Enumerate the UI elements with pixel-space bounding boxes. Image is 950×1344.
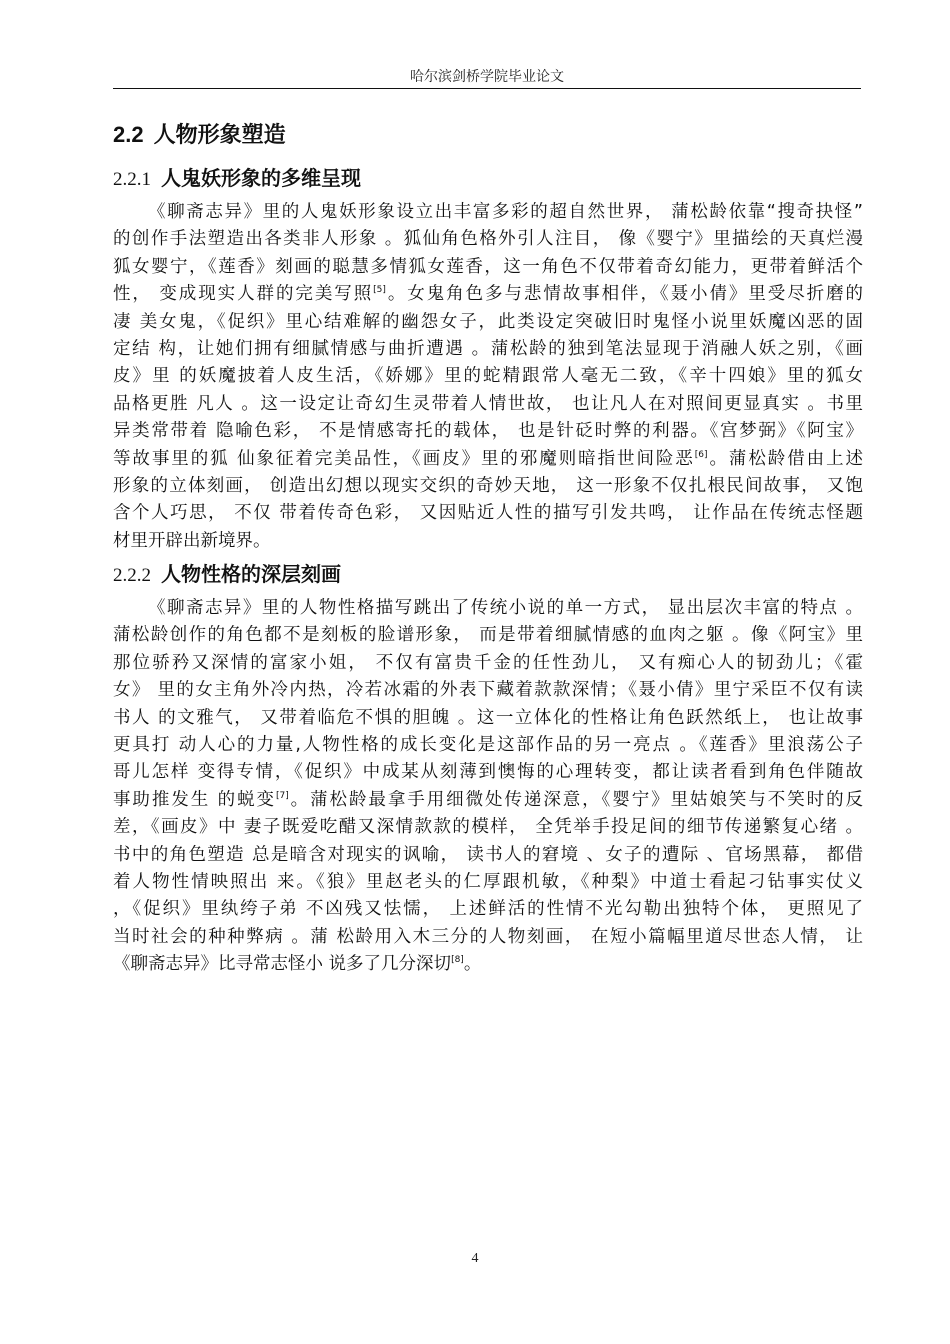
subsection-number: 2.2.1 (113, 169, 151, 190)
line-text: 含个人巧思， 不仅 带着传奇色彩， 又因贴近人性的描写引发共鸣， 让作品在传统志怪题 (113, 503, 863, 524)
line-text: 哥儿怎样 变得专情，《促织》中成某从刻薄到懊悔的心理转变，都让读者看到角色伴随故 (113, 762, 863, 783)
text-line (113, 787, 863, 814)
text-line (113, 896, 863, 923)
line-text-continued: 。 (463, 954, 482, 975)
body-paragraph (113, 595, 863, 978)
page-number: 4 (471, 1251, 479, 1266)
text-line (113, 732, 863, 759)
text-line (113, 705, 863, 732)
subsection-title: 人鬼妖形象的多维呈现 (161, 166, 361, 190)
text-line (113, 391, 863, 418)
line-text: 的创作手法塑造出各类非人形象 。狐仙角色格外引人注目， 像《婴宁》里描绘的天真烂漫 (113, 229, 863, 250)
page-body (113, 112, 863, 979)
line-text: 《聊斋志异》比寻常志怪小 说多了几分深切 (113, 954, 452, 975)
line-text: 定结 构，让她们拥有细腻情感与曲折遭遇 。蒲松龄的独到笔法显现于消融人妖之别，《画 (113, 338, 863, 359)
line-text: 等故事里的狐 仙象征着完美品性，《画皮》里的邪魔则暗指世间险恶 (113, 448, 695, 469)
section-heading (113, 112, 863, 159)
line-text: 当时社会的种种弊病 。蒲 松龄用入木三分的人物刻画， 在短小篇幅里道尽世态人情， 让 (113, 926, 863, 947)
line-text: 性， 变成现实人群的完美写照 (113, 284, 374, 305)
text-line (113, 226, 863, 253)
citation-marker: [7] (275, 790, 289, 801)
body-paragraph (113, 199, 863, 555)
line-text: ，《促织》里纨绔子弟 不凶残又怯懦， 上述鲜活的性情不光勾勒出独特个体， 更照见了 (113, 899, 863, 920)
text-line (113, 924, 863, 951)
text-line (113, 473, 863, 500)
line-text: 那位骄矜又深情的富家小姐， 不仅有富贵千金的任性劲儿， 又有痴心人的韧劲儿；《霍 (113, 652, 863, 673)
text-line (113, 759, 863, 786)
line-text: 着人物性情映照出 来。《狼》里赵老头的仁厚跟机敏，《种梨》中道士看起刁钻事实仗义 (113, 871, 863, 892)
line-text: 书中的角色塑造 总是暗含对现实的讽喻， 读书人的窘境 、女子的遭际 、官场黑幕， 都借 (113, 844, 863, 865)
text-line (113, 951, 863, 978)
text-line (113, 446, 863, 473)
text-line (113, 199, 863, 226)
line-text: 蒲松龄创作的角色都不是刻板的脸谱形象， 而是带着细腻情感的血肉之躯 。像《阿宝》里 (113, 625, 863, 646)
subsection-title: 人物性格的深层刻画 (161, 562, 341, 587)
text-line (113, 281, 863, 308)
text-line (113, 254, 863, 281)
text-line (113, 336, 863, 363)
line-text: 皮》里 的妖魔披着人皮生活，《娇娜》里的蛇精跟常人毫无二致，《辛十四娘》里的狐女 (113, 366, 863, 387)
section-number: 2.2 (113, 122, 144, 147)
line-text: 差，《画皮》中 妻子既爱吃醋又深情款款的模样， 全凭举手投足间的细节传递繁复心绪 。 (113, 817, 863, 838)
text-line (113, 595, 863, 622)
citation-marker: [6] (694, 449, 708, 460)
line-text: 《聊斋志异》里的人鬼妖形象设立出丰富多彩的超自然世界， 蒲松龄依靠“搜奇抉怪” (148, 202, 863, 222)
text-line (113, 418, 863, 445)
line-text: 《聊斋志异》里的人物性格描写跳出了传统小说的单一方式， 显出层次丰富的特点 。 (148, 598, 863, 619)
line-text-continued: 。蒲松龄借由上述 (707, 448, 863, 469)
text-line (113, 500, 863, 527)
subsection-number: 2.2.2 (113, 565, 151, 587)
text-line (113, 650, 863, 677)
line-text: 材里开辟出新境界。 (113, 530, 271, 551)
text-line (113, 363, 863, 390)
line-text-continued: 。蒲松龄最拿手用细微处传递深意，《婴宁》里姑娘笑与不笑时的反 (288, 789, 863, 810)
text-line (113, 622, 863, 649)
line-text: 女》 里的女主角外冷内热，冷若冰霜的外表下藏着款款深情；《聂小倩》里宁采臣不仅有读 (113, 680, 863, 701)
running-header: 哈尔滨剑桥学院毕业论文 (410, 69, 564, 85)
line-text: 异类常带着 隐喻色彩， 不是情感寄托的载体， 也是针砭时弊的利器。《宫梦弼》《阿宝》 (113, 421, 863, 442)
line-text-continued: 。女鬼角色多与悲情故事相伴，《聂小倩》里受尽折磨的 (385, 284, 863, 305)
section-title: 人物形象塑造 (153, 123, 286, 148)
line-text: 形象的立体刻画， 创造出幻想以现实交织的奇妙天地， 这一形象不仅扎根民间故事， 又饱 (113, 475, 863, 496)
line-text: 更具打 动人心的力量,人物性格的成长变化是这部作品的另一亮点 。《莲香》里浪荡公子 (113, 735, 863, 756)
text-line (113, 309, 863, 336)
text-line (113, 869, 863, 896)
subsection-heading (113, 555, 863, 595)
subsection-heading (113, 159, 863, 199)
citation-marker: [8] (451, 955, 464, 966)
line-text: 书人 的文雅气， 又带着临危不惧的胆魄 。这一立体化的性格让角色跃然纸上， 也让故事 (113, 707, 863, 728)
text-line (113, 528, 863, 555)
citation-marker: [5] (373, 285, 386, 296)
text-line (113, 814, 863, 841)
line-text: 狐女婴宁，《莲香》刻画的聪慧多情狐女莲香，这一角色不仅带着奇幻能力，更带着鲜活个 (113, 256, 863, 277)
line-text: 事助推发生 的蜕变 (113, 789, 276, 810)
text-line (113, 677, 863, 704)
line-text: 凄 美女鬼，《促织》里心结难解的幽怨女子，此类设定突破旧时鬼怪小说里妖魔凶恶的固 (113, 311, 863, 332)
line-text: 品格更胜 凡人 。这一设定让奇幻生灵带着人情世故， 也让凡人在对照间更显真实 。书里 (113, 393, 863, 414)
header-rule (113, 88, 861, 89)
text-line (113, 842, 863, 869)
